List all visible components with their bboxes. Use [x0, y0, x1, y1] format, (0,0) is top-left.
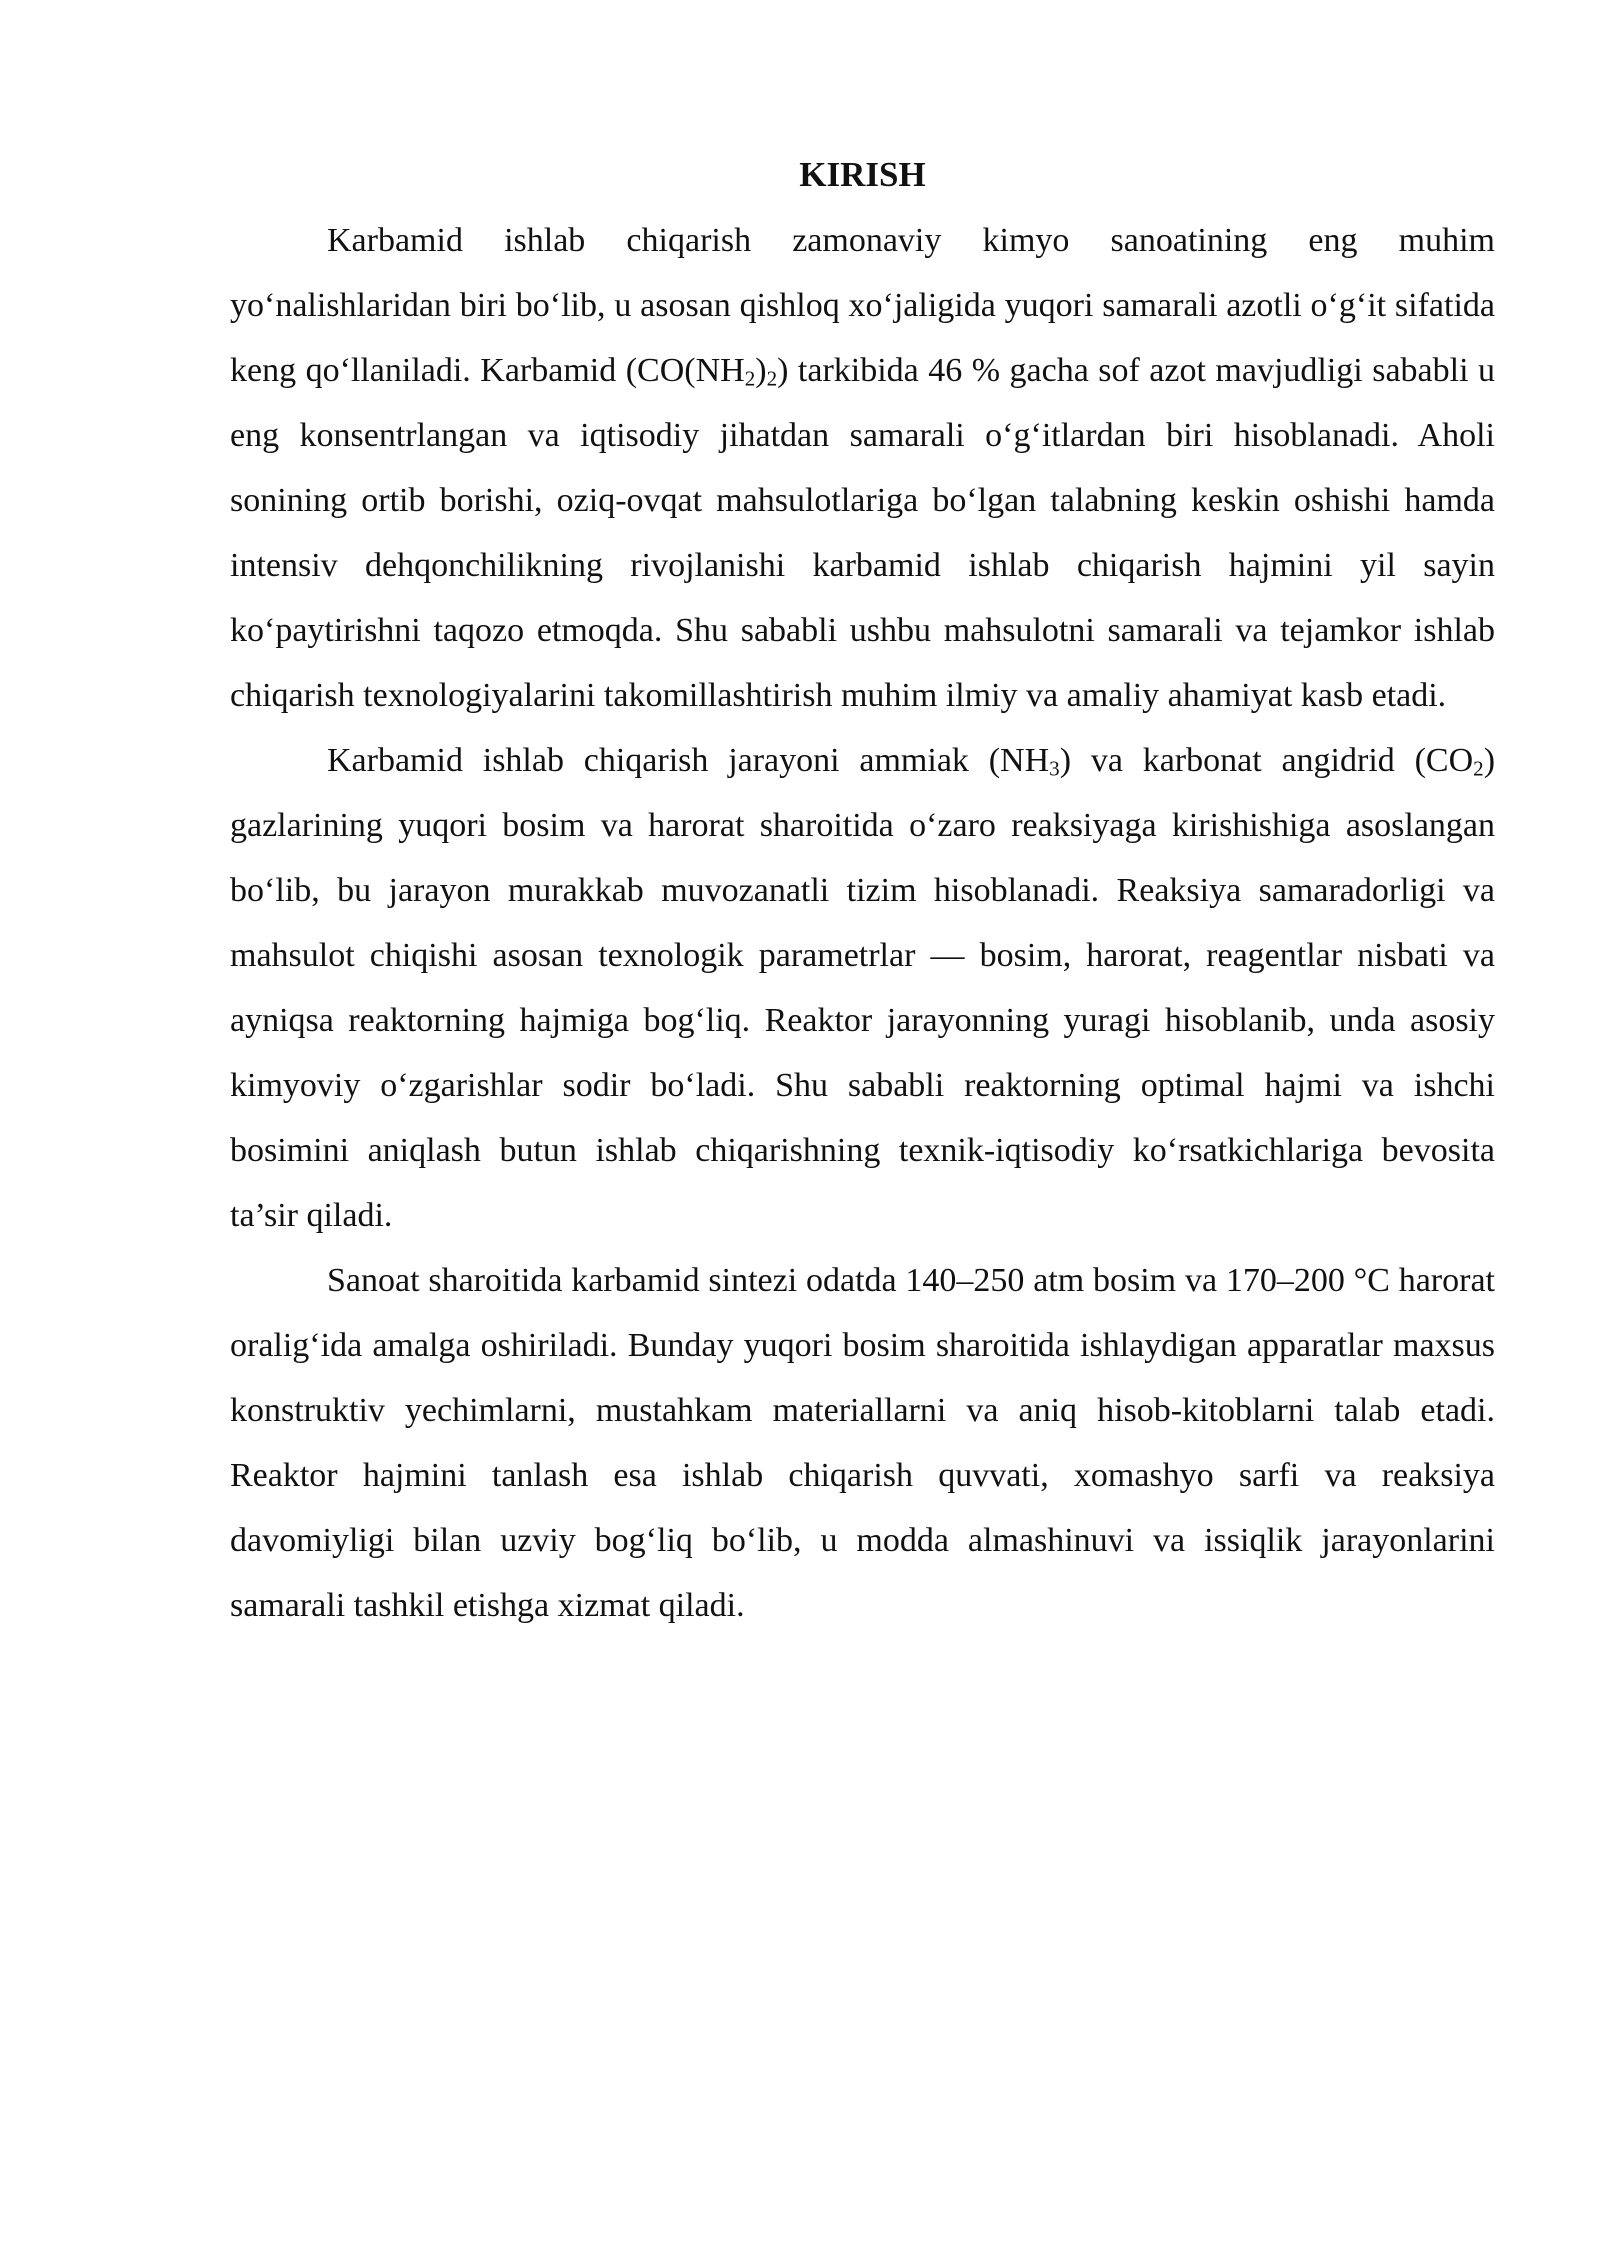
paragraph-2: [230, 728, 1495, 1248]
paragraph-1-text-a: Karbamid ishlab chiqarish zamonaviy kimyo sanoatining eng muhim yo‘nalishlaridan biri bo‘lib, u asosan qishloq xo‘jaligida yuqori samarali azotli o‘g‘it sifatida keng qo‘llaniladi. Karbamid (CO(NH: [230, 222, 1495, 389]
paragraph-2-text-b: ) va karbonat angidrid (CO: [1059, 742, 1474, 779]
paragraph-2-text-a: Karbamid ishlab chiqarish jarayoni ammiak (NH: [327, 742, 1050, 779]
document-page: [230, 150, 1495, 1638]
subscript-nh2: 2: [744, 366, 756, 391]
paragraph-1-text-b: ): [755, 352, 767, 389]
paragraph-1: [230, 208, 1495, 728]
subscript-co-nh2-2: 2: [766, 366, 778, 391]
page-title: KIRISH: [799, 155, 926, 194]
paragraph-2-text-c: ) gazlarining yuqori bosim va harorat sharoitida o‘zaro reaksiyaga kirishishiga asoslangan bo‘lib, bu jarayon murakkab muvozanatli tizim hisoblanadi. Reaksiya samaradorligi va mahsulot chiqishi asosan texnologik parametrlar — bosim, harorat, reagentlar nisbati va ayniqsa reaktorning hajmiga bog‘liq. Reaktor jarayonning yuragi hisoblanib, unda asosiy kimyoviy o‘zgarishlar sodir bo‘ladi. Shu sababli reaktorning optimal hajmi va ishchi bosimini aniqlash butun ishlab chiqarishning texnik-iqtisodiy ko‘rsatkichlariga bevosita ta’sir qiladi.: [230, 742, 1496, 1234]
paragraph-3: Sanoat sharoitida karbamid sintezi odatda 140–250 atm bosim va 170–200 °C harorat oralig‘ida amalga oshiriladi. Bunday yuqori bosim sharoitida ishlaydigan apparatlar maxsus konstruktiv yechimlarni, mustahkam materiallarni va aniq hisob-kitoblarni talab etadi. Reaktor hajmini tanlash esa ishlab chiqarish quvvati, xomashyo sarfi va reaksiya davomiyligi bilan uzviy bog‘liq bo‘lib, u modda almashinuvi va issiqlik jarayonlarini samarali tashkil etishga xizmat qiladi.: [230, 1262, 1495, 1624]
subscript-nh3: 3: [1049, 756, 1060, 781]
subscript-co2: 2: [1473, 756, 1484, 781]
paragraph-1-text-c: ) tarkibida 46 % gacha sof azot mavjudligi sababli u eng konsentrlangan va iqtisodiy jihatdan samarali o‘g‘itlardan biri hisoblanadi. Aholi sonining ortib borishi, oziq-ovqat mahsulotlariga bo‘lgan talabning keskin oshishi hamda intensiv dehqonchilikning rivojlanishi karbamid ishlab chiqarish hajmini yil sayin ko‘paytirishni taqozo etmoqda. Shu sababli ushbu mahsulotni samarali va tejamkor ishlab chiqarish texnologiyalarini takomillashtirish muhim ilmiy va amaliy ahamiyat kasb etadi.: [230, 352, 1495, 714]
